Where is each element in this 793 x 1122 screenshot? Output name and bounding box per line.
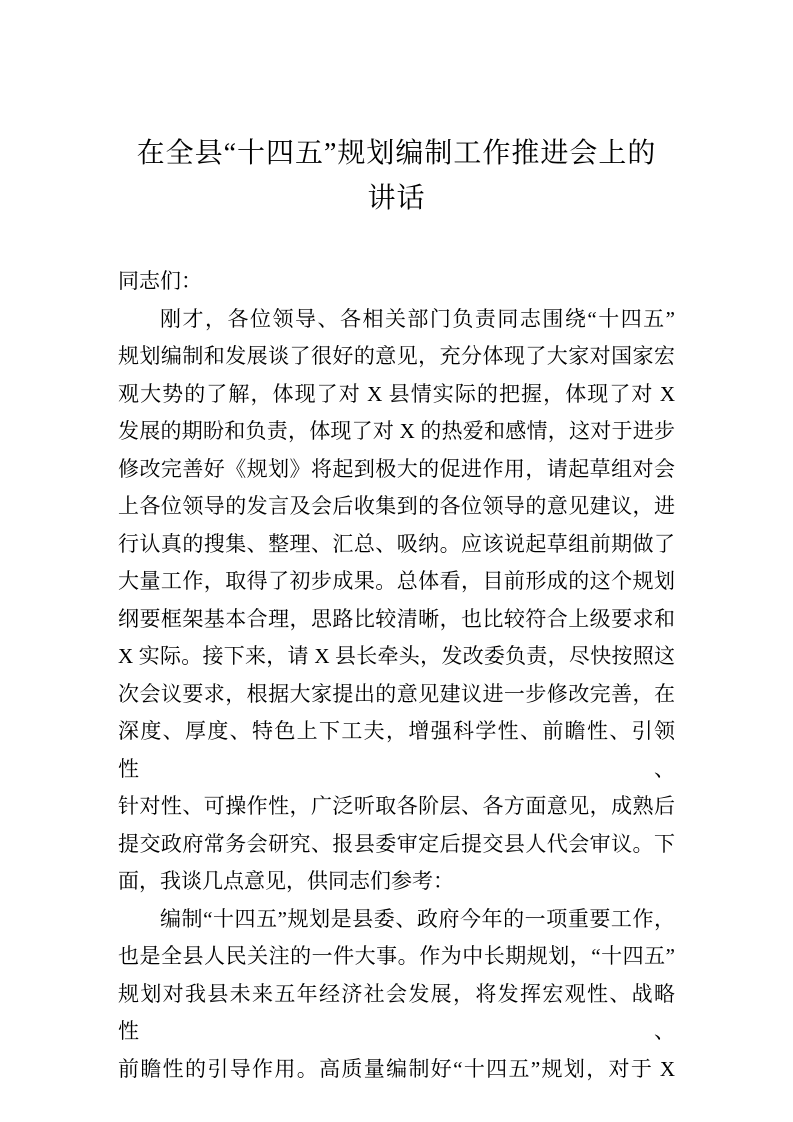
- body-line: 针对性、可操作性，广泛听取各阶层、各方面意见，成熟后: [118, 794, 675, 818]
- body-line: 修改完善好《规划》将起到极大的促进作用，请起草组对会: [118, 456, 675, 481]
- body-line: 发展的期盼和负责，体现了对 X 的热爱和感情，这对于进步: [118, 419, 675, 443]
- body-line: 深度、厚度、特色上下工夫，增强科学性、前瞻性、引领性、: [118, 719, 675, 781]
- body-line: 提交政府常务会研究、报县委审定后提交县人代会审议。下: [118, 831, 675, 856]
- body-line: 规划对我县未来五年经济社会发展，将发挥宏观性、战略性、: [118, 981, 675, 1043]
- document-page: [118, 0, 675, 1088]
- body-line: 前瞻性的引导作用。高质量编制好“十四五”规划，对于 X: [118, 1056, 675, 1081]
- document-body: [118, 263, 675, 1088]
- body-line: 同志们：: [118, 269, 202, 293]
- title-line-2: 讲话: [367, 183, 426, 214]
- body-line: X 实际。接下来，请 X 县长牵头，发改委负责，尽快按照这: [118, 644, 675, 668]
- body-line: 纲要框架基本合理，思路比较清晰，也比较符合上级要求和: [118, 606, 675, 631]
- body-line: 观大势的了解，体现了对 X 县情实际的把握，体现了对 X: [118, 381, 675, 406]
- body-line: 也是全县人民关注的一件大事。作为中长期规划，“十四五”: [118, 944, 675, 968]
- body-line: 次会议要求，根据大家提出的意见建议进一步修改完善，在: [118, 681, 675, 706]
- body-line: 编制“十四五”规划是县委、政府今年的一项重要工作，: [160, 906, 675, 931]
- body-line: 刚才，各位领导、各相关部门负责同志围绕“十四五”: [160, 306, 675, 331]
- body-line: 规划编制和发展谈了很好的意见，充分体现了大家对国家宏: [118, 344, 675, 368]
- body-line: 行认真的搜集、整理、汇总、吸纳。应该说起草组前期做了: [118, 531, 675, 556]
- body-line: 面，我谈几点意见，供同志们参考：: [118, 869, 454, 893]
- document-title: [118, 131, 675, 221]
- title-line-1: 在全县“十四五”规划编制工作推进会上的: [136, 138, 657, 169]
- body-line: 大量工作，取得了初步成果。总体看，目前形成的这个规划: [118, 569, 675, 593]
- body-line: 上各位领导的发言及会后收集到的各位领导的意见建议，进: [118, 494, 675, 518]
